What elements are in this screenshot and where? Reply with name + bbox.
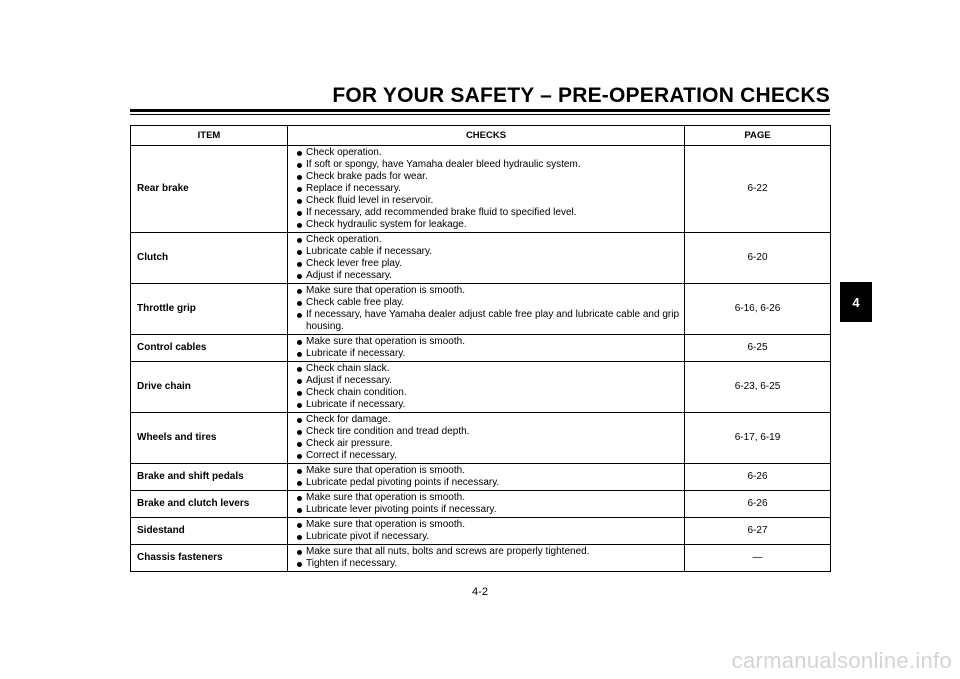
item-cell: Wheels and tires [131, 413, 288, 464]
check-item: Adjust if necessary. [296, 375, 680, 387]
check-item: Check chain slack. [296, 363, 680, 375]
table-header-row [131, 126, 831, 146]
item-cell: Brake and shift pedals [131, 464, 288, 491]
column-header-checks: CHECKS [288, 126, 685, 146]
page-cell: 6-17, 6-19 [685, 413, 831, 464]
table-row [131, 545, 831, 572]
item-cell: Chassis fasteners [131, 545, 288, 572]
item-cell: Brake and clutch levers [131, 491, 288, 518]
title-rule-thick [130, 109, 830, 112]
checks-cell [288, 146, 685, 233]
chapter-tab: 4 [840, 282, 872, 322]
checks-cell [288, 233, 685, 284]
page-cell: 6-26 [685, 491, 831, 518]
checks-cell [288, 518, 685, 545]
check-item: Check air pressure. [296, 438, 680, 450]
check-item: Make sure that all nuts, bolts and screws are properly tightened. [296, 546, 680, 558]
column-header-item: ITEM [131, 126, 288, 146]
check-item: Check hydraulic system for leakage. [296, 219, 680, 231]
item-cell: Control cables [131, 335, 288, 362]
check-list [296, 546, 680, 570]
table-row [131, 284, 831, 335]
check-list [296, 234, 680, 282]
item-cell: Throttle grip [131, 284, 288, 335]
check-item: Make sure that operation is smooth. [296, 336, 680, 348]
table-row [131, 413, 831, 464]
check-item: Lubricate pedal pivoting points if necessary. [296, 477, 680, 489]
table-row [131, 518, 831, 545]
page-number: 4-2 [472, 586, 488, 598]
checks-cell [288, 284, 685, 335]
table-row [131, 233, 831, 284]
check-item: Make sure that operation is smooth. [296, 465, 680, 477]
check-item: Make sure that operation is smooth. [296, 492, 680, 504]
check-item: Lubricate if necessary. [296, 348, 680, 360]
check-item: Make sure that operation is smooth. [296, 519, 680, 531]
check-list [296, 336, 680, 360]
check-item: Correct if necessary. [296, 450, 680, 462]
watermark: carmanualsonline.info [731, 648, 952, 673]
check-list [296, 285, 680, 333]
check-list [296, 519, 680, 543]
checks-cell [288, 464, 685, 491]
table-row [131, 491, 831, 518]
table-row [131, 146, 831, 233]
check-item: Check lever free play. [296, 258, 680, 270]
check-item: Check tire condition and tread depth. [296, 426, 680, 438]
title-rule-thin [130, 114, 830, 115]
check-item: Adjust if necessary. [296, 270, 680, 282]
check-list [296, 414, 680, 462]
check-item: Check operation. [296, 147, 680, 159]
page-cell: 6-26 [685, 464, 831, 491]
item-cell: Clutch [131, 233, 288, 284]
checks-cell [288, 335, 685, 362]
page-cell: 6-20 [685, 233, 831, 284]
column-header-page: PAGE [685, 126, 831, 146]
check-item: Check brake pads for wear. [296, 171, 680, 183]
table-row [131, 464, 831, 491]
check-item: Check operation. [296, 234, 680, 246]
table-row [131, 362, 831, 413]
check-list [296, 147, 680, 231]
check-item: Check fluid level in reservoir. [296, 195, 680, 207]
check-item: Check cable free play. [296, 297, 680, 309]
page-title: FOR YOUR SAFETY – PRE-OPERATION CHECKS [332, 84, 830, 107]
checks-cell [288, 491, 685, 518]
check-item: Check chain condition. [296, 387, 680, 399]
item-cell: Drive chain [131, 362, 288, 413]
check-item: Lubricate lever pivoting points if necessary. [296, 504, 680, 516]
checks-cell [288, 362, 685, 413]
table-row [131, 335, 831, 362]
page-cell: — [685, 545, 831, 572]
check-item: Tighten if necessary. [296, 558, 680, 570]
check-item: If soft or spongy, have Yamaha dealer bleed hydraulic system. [296, 159, 680, 171]
page-cell: 6-22 [685, 146, 831, 233]
page-cell: 6-25 [685, 335, 831, 362]
check-item: Replace if necessary. [296, 183, 680, 195]
check-item: If necessary, add recommended brake fluid to specified level. [296, 207, 680, 219]
check-item: Lubricate pivot if necessary. [296, 531, 680, 543]
check-item: Lubricate cable if necessary. [296, 246, 680, 258]
check-list [296, 492, 680, 516]
table-body [131, 146, 831, 572]
check-item: Check for damage. [296, 414, 680, 426]
check-item: Lubricate if necessary. [296, 399, 680, 411]
item-cell: Rear brake [131, 146, 288, 233]
check-item: If necessary, have Yamaha dealer adjust cable free play and lubricate cable and grip housing. [296, 309, 680, 333]
check-item: Make sure that operation is smooth. [296, 285, 680, 297]
page-cell: 6-16, 6-26 [685, 284, 831, 335]
check-list [296, 363, 680, 411]
check-list [296, 465, 680, 489]
item-cell: Sidestand [131, 518, 288, 545]
page-cell: 6-23, 6-25 [685, 362, 831, 413]
page-cell: 6-27 [685, 518, 831, 545]
checks-cell [288, 545, 685, 572]
pre-operation-checks-table [130, 125, 831, 572]
checks-cell [288, 413, 685, 464]
